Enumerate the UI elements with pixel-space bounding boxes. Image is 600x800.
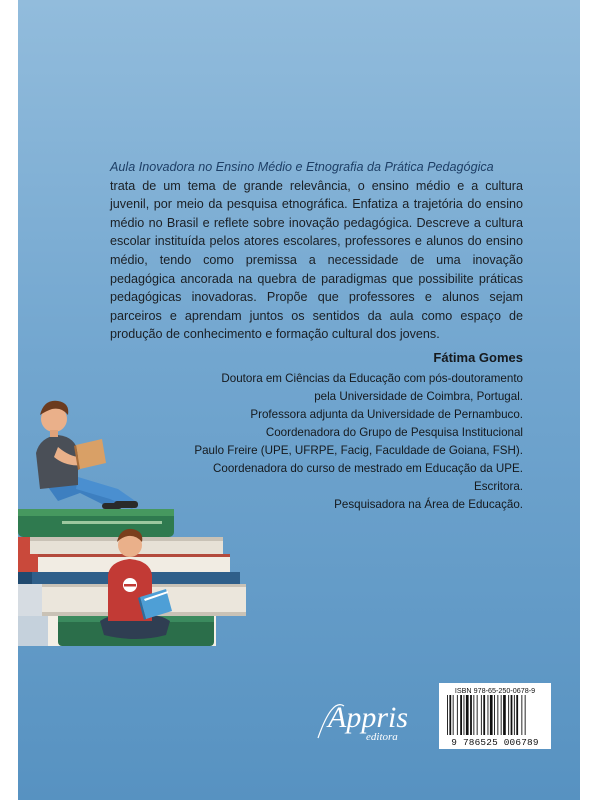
back-cover xyxy=(18,0,580,800)
blurb-text: trata de um tema de grande relevância, o ensino médio e a cultura juvenil, por meio da pesquisa etnográfica. Enfatiza a trajetória do ensino médio no Brasil e reflete sobre inovação pedagógica. Descreve a cultura escolar instituída pelos atores escolares, professores e alunos do ensino médio, tendo como premissa a necessidade de uma inovação pedagógica ancorada na quebra de paradigmas que possibilite práticas pedagógicas inovadoras. Propõe que professores e alunos sejam parceiros e aprendam juntos os sentidos da aula como espaço de produção de conhecimento e formação cultural dos jovens. xyxy=(110,178,523,342)
bio-line: Paulo Freire (UPE, UFRPE, Facig, Faculdade de Goiana, FSH). xyxy=(194,444,523,457)
book-title: Aula Inovadora no Ensino Médio e Etnografia da Prática Pedagógica xyxy=(110,160,494,174)
publisher-logo xyxy=(314,694,424,744)
author-name: Fátima Gomes xyxy=(433,350,523,365)
svg-text:Appris: Appris xyxy=(328,701,409,734)
bio-line: Professora adjunta da Universidade de Pernambuco. xyxy=(250,408,523,421)
bio-line: Pesquisadora na Área de Educação. xyxy=(334,498,523,511)
svg-text:editora: editora xyxy=(366,731,398,743)
bio-line: pela Universidade de Coimbra, Portugal. xyxy=(314,390,523,403)
isbn-digits: 9 786525 006789 xyxy=(451,737,539,748)
bio-line: Coordenadora do curso de mestrado em Educação da UPE. xyxy=(213,462,523,475)
book-description xyxy=(110,158,523,344)
barcode-bars xyxy=(439,695,551,737)
bio-line: Doutora em Ciências da Educação com pós-doutoramento xyxy=(221,372,523,385)
bio-line: Coordenadora do Grupo de Pesquisa Institucional xyxy=(265,426,523,439)
isbn-barcode xyxy=(439,683,551,749)
bio-line: Escritora. xyxy=(474,480,523,493)
isbn-label: ISBN 978-65-250-0678-9 xyxy=(454,686,536,695)
reading-students-illustration xyxy=(18,385,258,655)
